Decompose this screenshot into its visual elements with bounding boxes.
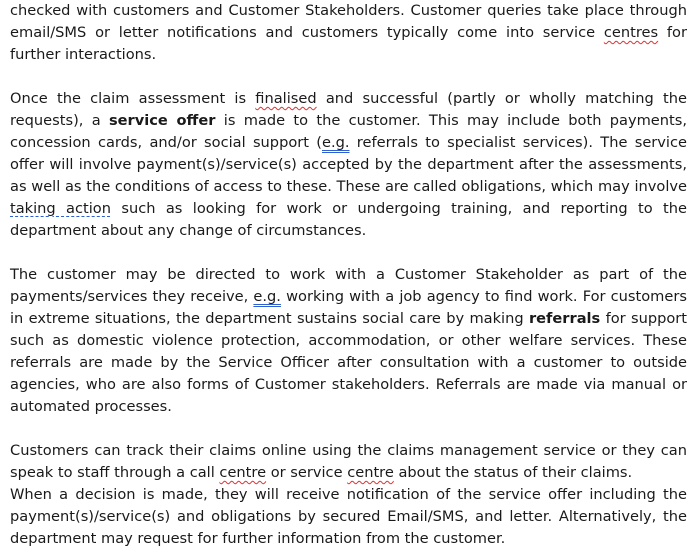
text-run: checked with customers and Customer Stakeholders. Customer queries take place through email/SMS or letter notifications and customers typically come into service <box>10 2 687 41</box>
text-run: and successful (partly or wholly matching the requests), a <box>10 90 687 129</box>
text-run: or service <box>266 464 348 481</box>
text-run: is made to the customer. This may include both payments, concession cards, and/or social support ( <box>10 112 687 151</box>
paragraph-spacer <box>10 418 687 440</box>
spelling-flag-finalised[interactable]: finalised <box>255 90 317 107</box>
paragraph-5 <box>10 484 687 550</box>
paragraph-spacer <box>10 242 687 264</box>
spelling-flag-centre[interactable]: centre <box>219 464 267 481</box>
text-run: working with a job agency to find work. For customers in extreme situations, the department sustains social care by making <box>10 288 687 327</box>
text-run: referrals to specialist services). The service offer will involve payment(s)/service(s) accepted by the department after the assessments, as well as the conditions of access to these. These are called obligations, which may involve <box>10 134 687 195</box>
text-run: for support such as domestic violence protection, accommodation, or other welfare services. These referrals are made by the Service Officer after consultation with a customer to outside agencies, who are also forms of Customer stakeholders. Referrals are made via manual or automated processes. <box>10 310 687 415</box>
paragraph-4 <box>10 440 687 484</box>
paragraph-1 <box>10 0 687 66</box>
grammar-flag-eg[interactable]: e.g. <box>253 288 281 305</box>
grammar-flag-taking-action[interactable]: taking action <box>10 200 111 217</box>
text-run: such as looking for work or undergoing training, and reporting to the department about any change of circumstances. <box>10 200 687 239</box>
text-run: Customers can track their claims online using the claims management service or they can speak to staff through a call <box>10 442 687 481</box>
bold-term-referrals: referrals <box>528 310 601 327</box>
grammar-flag-eg[interactable]: e.g. <box>321 134 350 151</box>
bold-term-service-offer: service offer <box>108 112 216 129</box>
text-run: about the status of their claims. <box>393 464 633 481</box>
text-run: Once the claim assessment is <box>10 90 256 107</box>
spelling-flag-centre[interactable]: centre <box>347 464 394 481</box>
text-run: The customer may be directed to work with a Customer Stakeholder as part of the payments/services they receive, <box>10 266 687 305</box>
paragraph-2 <box>10 88 687 242</box>
text-run: for further interactions. <box>10 24 687 63</box>
paragraph-3 <box>10 264 687 418</box>
spelling-flag-centres[interactable]: centres <box>603 24 659 41</box>
document-body <box>10 0 687 550</box>
text-run: When a decision is made, they will receive notification of the service offer including the payment(s)/service(s) and obligations by secured Email/SMS, and letter. Alternatively, the department may request for further information from the customer. <box>10 486 687 547</box>
paragraph-spacer <box>10 66 687 88</box>
